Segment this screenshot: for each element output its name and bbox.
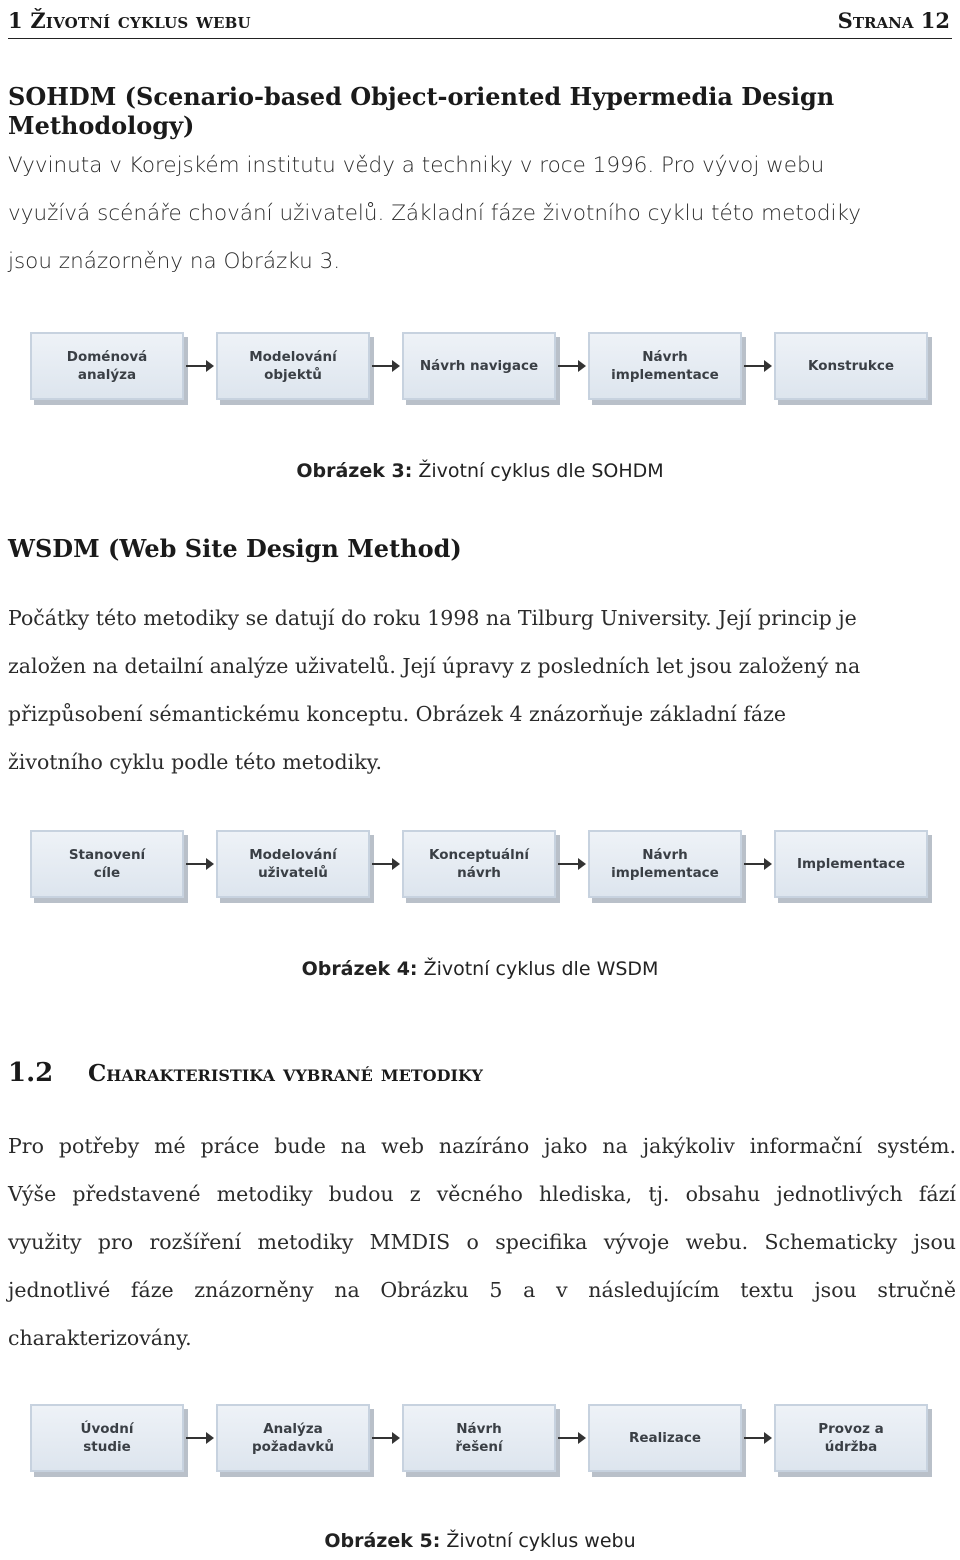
arrow-icon	[186, 863, 208, 865]
arrow-icon	[372, 863, 394, 865]
arrow-icon	[558, 1437, 580, 1439]
chapter-title: 1 Životní cyklus webu	[8, 8, 251, 33]
arrow-icon	[372, 365, 394, 367]
sohdm-paragraph	[8, 142, 948, 286]
phase-box: Návrh navigace	[402, 332, 556, 400]
phase-box: Stanovení cíle	[30, 830, 184, 898]
phase-box: Modelování objektů	[216, 332, 370, 400]
sohdm-diagram	[30, 332, 932, 404]
section-line: Výše představené metodiky budou z věcného hlediska, tj. obsahu jednotlivých fází	[8, 1182, 956, 1206]
wsdm-line: založen na detailní analýze uživatelů. Její úpravy z posledních let jsou založený na	[8, 654, 861, 678]
phase-box: Implementace	[774, 830, 928, 898]
caption-text: Životní cyklus dle WSDM	[417, 958, 659, 980]
arrow-icon	[558, 365, 580, 367]
phase-box: Návrh implementace	[588, 830, 742, 898]
phase-box: Návrh implementace	[588, 332, 742, 400]
phase-box: Modelování uživatelů	[216, 830, 370, 898]
wsdm-line: přizpůsobení sémantickému konceptu. Obrázek 4 znázorňuje základní fáze	[8, 702, 786, 726]
section-line: jednotlivé fáze znázorněny na Obrázku 5 a v následujícím textu jsou stručně	[8, 1278, 956, 1302]
section-title: Charakteristika vybrané metodiky	[88, 1060, 483, 1087]
figure-3-caption	[0, 460, 960, 482]
section-1-2-paragraph	[8, 1122, 956, 1362]
section-number: 1.2	[8, 1058, 54, 1088]
arrow-icon	[744, 863, 766, 865]
wsdm-line: životního cyklu podle této metodiky.	[8, 750, 382, 774]
phase-box: Analýza požadavků	[216, 1404, 370, 1472]
section-line: charakterizovány.	[8, 1326, 192, 1350]
page-number: Strana 12	[837, 8, 950, 33]
figure-4-caption	[0, 958, 960, 980]
caption-text: Životní cyklus dle SOHDM	[412, 460, 664, 482]
phase-box: Provoz a údržba	[774, 1404, 928, 1472]
sohdm-line: využívá scénáře chování uživatelů. Základní fáze životního cyklu této metodiky	[8, 201, 861, 226]
section-line: Pro potřeby mé práce bude na web nazíráno jako na jakýkoliv informační systém.	[8, 1134, 956, 1158]
sohdm-line: jsou znázorněny na Obrázku 3.	[8, 249, 341, 274]
wsdm-paragraph	[8, 594, 953, 786]
sohdm-line: Vyvinuta v Korejském institutu vědy a techniky v roce 1996. Pro vývoj webu	[8, 153, 825, 178]
phase-box: Realizace	[588, 1404, 742, 1472]
arrow-icon	[744, 1437, 766, 1439]
wsdm-heading: WSDM (Web Site Design Method)	[8, 534, 462, 563]
web-lifecycle-diagram	[30, 1404, 932, 1476]
caption-text: Životní cyklus webu	[440, 1530, 636, 1552]
caption-label: Obrázek 4:	[301, 958, 418, 980]
sohdm-heading: SOHDM (Scenario-based Object-oriented Hypermedia Design Methodology)	[8, 82, 835, 140]
caption-label: Obrázek 3:	[296, 460, 413, 482]
arrow-icon	[186, 1437, 208, 1439]
arrow-icon	[186, 365, 208, 367]
wsdm-line: Počátky této metodiky se datují do roku 1998 na Tilburg University. Její princip je	[8, 606, 857, 630]
phase-box: Konstrukce	[774, 332, 928, 400]
wsdm-diagram	[30, 830, 932, 902]
caption-label: Obrázek 5:	[324, 1530, 441, 1552]
phase-box: Konceptuální návrh	[402, 830, 556, 898]
page-header	[8, 4, 952, 39]
phase-box: Doménová analýza	[30, 332, 184, 400]
section-1-2-heading	[8, 1058, 483, 1088]
section-line: využity pro rozšíření metodiky MMDIS o specifika vývoje webu. Schematicky jsou	[8, 1230, 956, 1254]
figure-5-caption	[0, 1530, 960, 1552]
arrow-icon	[744, 365, 766, 367]
phase-box: Návrh řešení	[402, 1404, 556, 1472]
arrow-icon	[558, 863, 580, 865]
arrow-icon	[372, 1437, 394, 1439]
phase-box: Úvodní studie	[30, 1404, 184, 1472]
